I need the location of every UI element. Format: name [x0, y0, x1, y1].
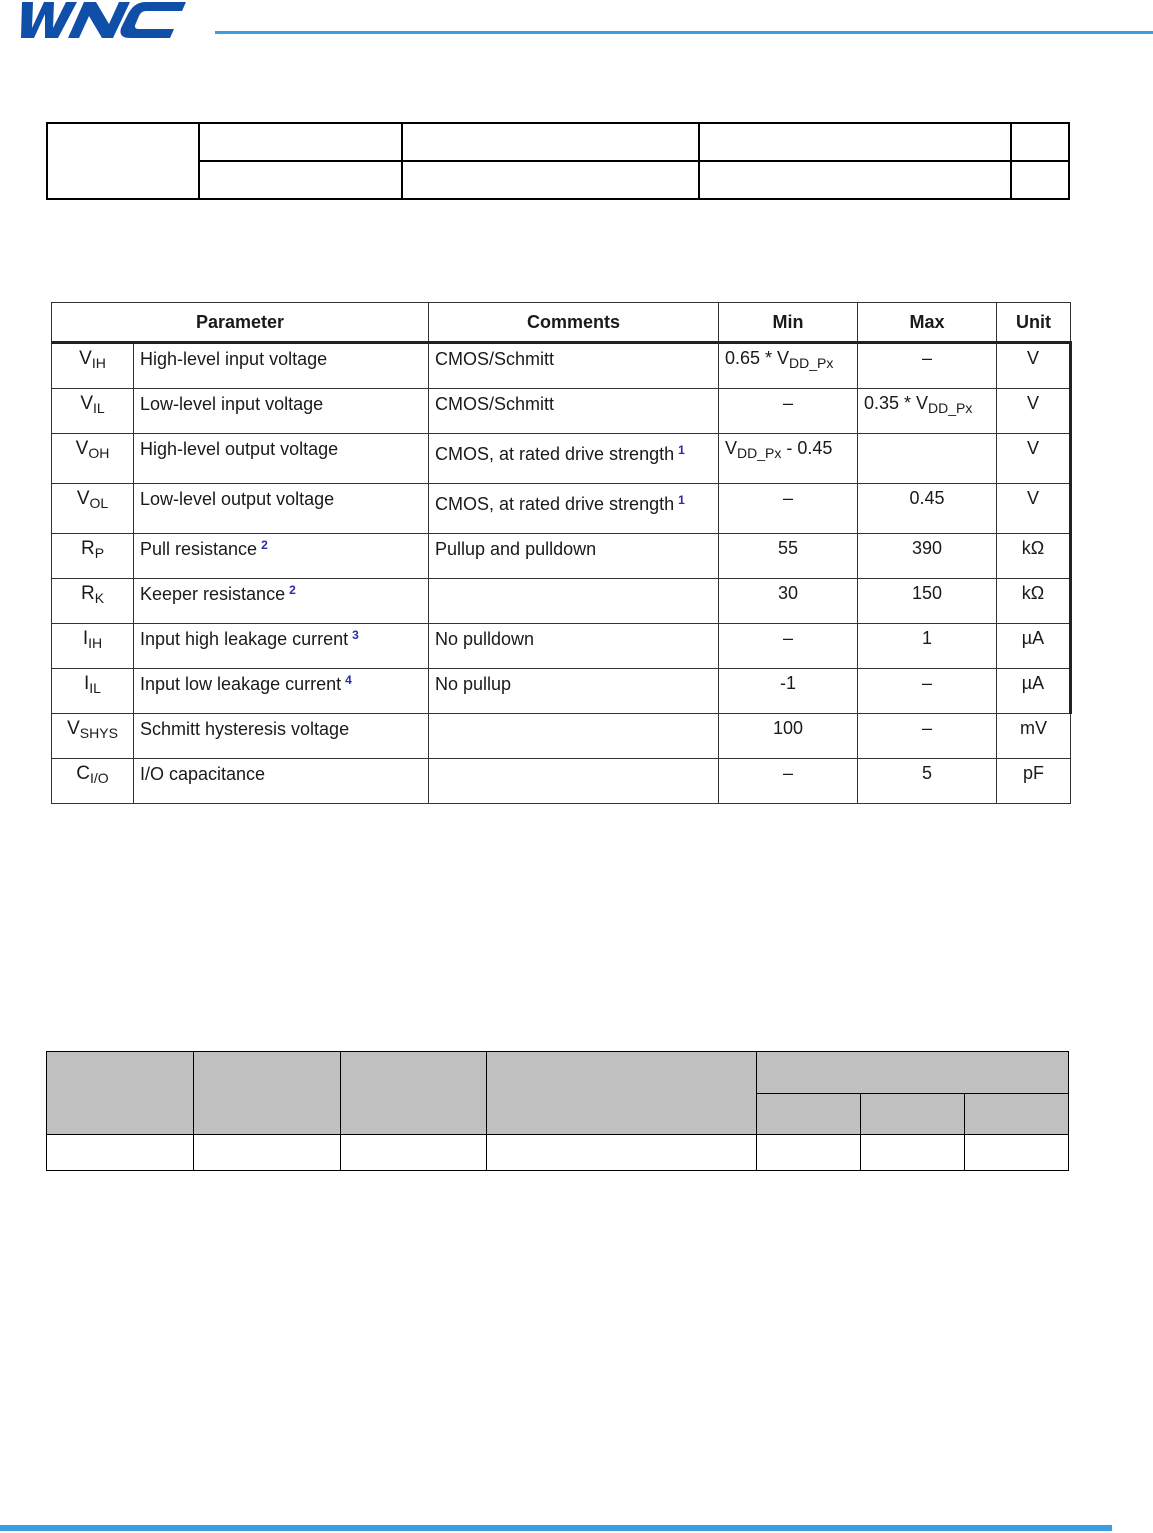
param-unit: pF [997, 759, 1071, 804]
param-description: I/O capacitance [134, 759, 429, 804]
param-min: 100 [719, 714, 858, 759]
param-max: 390 [858, 534, 997, 579]
param-min: 55 [719, 534, 858, 579]
footnote-ref: 2 [289, 583, 296, 597]
empty-table-top [46, 122, 1070, 200]
table-row [52, 484, 1071, 534]
param-symbol: $I_{IL}$ [52, 669, 134, 714]
footnote-ref: 1 [678, 493, 685, 507]
table-cell [861, 1135, 965, 1171]
header-min: Min [719, 303, 858, 343]
param-symbol: $I_{IH}$ [52, 624, 134, 669]
param-comment: No pulldown [429, 624, 719, 669]
table-header-cell [341, 1052, 487, 1135]
param-symbol: $R_P$ [52, 534, 134, 579]
header-divider [215, 31, 1153, 34]
table-cell [199, 161, 402, 199]
dc-characteristics-table [51, 302, 1072, 804]
param-min: -1 [719, 669, 858, 714]
param-max: $0.35 * V_{DD\_Px}$ [858, 389, 997, 434]
param-unit: kΩ [997, 579, 1071, 624]
param-unit: V [997, 389, 1071, 434]
table-cell [757, 1135, 861, 1171]
param-description: Input low leakage current $^4$ [134, 669, 429, 714]
param-max: 150 [858, 579, 997, 624]
param-max: 1 [858, 624, 997, 669]
table-cell [402, 123, 699, 161]
param-min: – [719, 484, 858, 534]
footnote-ref: 3 [352, 628, 359, 642]
footnote-ref: 2 [261, 538, 268, 552]
footnote-ref: 4 [345, 673, 352, 687]
table-header-cell [757, 1052, 1069, 1094]
param-max: – [858, 669, 997, 714]
table-header-cell [194, 1052, 341, 1135]
param-description: Keeper resistance $^2$ [134, 579, 429, 624]
param-min: – [719, 389, 858, 434]
param-unit: µA [997, 624, 1071, 669]
param-symbol: $V_{OH}$ [52, 434, 134, 484]
param-unit: kΩ [997, 534, 1071, 579]
param-unit: mV [997, 714, 1071, 759]
param-min: – [719, 624, 858, 669]
param-max: – [858, 714, 997, 759]
param-min: $0.65 * V_{DD\_Px}$ [719, 343, 858, 389]
param-comment: CMOS, at rated drive strength $^1$ [429, 484, 719, 534]
wnc-logo [14, 0, 189, 40]
table-header-cell [861, 1093, 965, 1135]
table-header-cell [47, 1052, 194, 1135]
table-header-cell [757, 1093, 861, 1135]
param-min: 30 [719, 579, 858, 624]
header-comments: Comments [429, 303, 719, 343]
table-cell [194, 1135, 341, 1171]
table-cell [1011, 161, 1069, 199]
param-symbol: $R_K$ [52, 579, 134, 624]
param-description: Schmitt hysteresis voltage [134, 714, 429, 759]
param-comment [429, 714, 719, 759]
header-parameter: Parameter [52, 303, 429, 343]
param-symbol: $V_{IH}$ [52, 343, 134, 389]
param-description: Input high leakage current $^3$ [134, 624, 429, 669]
param-symbol: $C_{I/O}$ [52, 759, 134, 804]
param-description: Low-level input voltage [134, 389, 429, 434]
param-description: Low-level output voltage [134, 484, 429, 534]
param-unit: V [997, 434, 1071, 484]
table-cell [199, 123, 402, 161]
table-cell [699, 123, 1011, 161]
param-unit: V [997, 343, 1071, 389]
table-row [52, 624, 1071, 669]
param-comment: Pullup and pulldown [429, 534, 719, 579]
param-symbol: $V_{IL}$ [52, 389, 134, 434]
table-row [52, 669, 1071, 714]
param-description: Pull resistance $^2$ [134, 534, 429, 579]
table-row [52, 714, 1071, 759]
param-min: – [719, 759, 858, 804]
table-row [52, 534, 1071, 579]
param-comment [429, 579, 719, 624]
table-cell [1011, 123, 1069, 161]
table-cell [699, 161, 1011, 199]
table-cell [47, 123, 199, 199]
param-symbol: $V_{SHYS}$ [52, 714, 134, 759]
param-max: 5 [858, 759, 997, 804]
param-description: High-level output voltage [134, 434, 429, 484]
table-row [52, 434, 1071, 484]
table-cell [341, 1135, 487, 1171]
param-max: – [858, 343, 997, 389]
table-cell [965, 1135, 1069, 1171]
empty-table-bottom [46, 1051, 1069, 1171]
param-max [858, 434, 997, 484]
footer-divider [0, 1525, 1112, 1531]
footnote-ref: 1 [678, 443, 685, 457]
param-description: High-level input voltage [134, 343, 429, 389]
param-min: $V_{DD\_Px} - 0.45$ [719, 434, 858, 484]
param-symbol: $V_{OL}$ [52, 484, 134, 534]
table-cell [402, 161, 699, 199]
table-row [52, 759, 1071, 804]
table-header-cell [487, 1052, 757, 1135]
header-max: Max [858, 303, 997, 343]
table-cell [487, 1135, 757, 1171]
table-row [52, 343, 1071, 389]
table-row [52, 389, 1071, 434]
param-comment: CMOS, at rated drive strength $^1$ [429, 434, 719, 484]
param-unit: V [997, 484, 1071, 534]
param-comment: CMOS/Schmitt [429, 389, 719, 434]
table-row [52, 579, 1071, 624]
header-unit: Unit [997, 303, 1071, 343]
param-comment: No pullup [429, 669, 719, 714]
param-comment: CMOS/Schmitt [429, 343, 719, 389]
table-header-row [52, 303, 1071, 343]
table-header-cell [965, 1093, 1069, 1135]
param-unit: µA [997, 669, 1071, 714]
table-cell [47, 1135, 194, 1171]
param-comment [429, 759, 719, 804]
param-max: 0.45 [858, 484, 997, 534]
